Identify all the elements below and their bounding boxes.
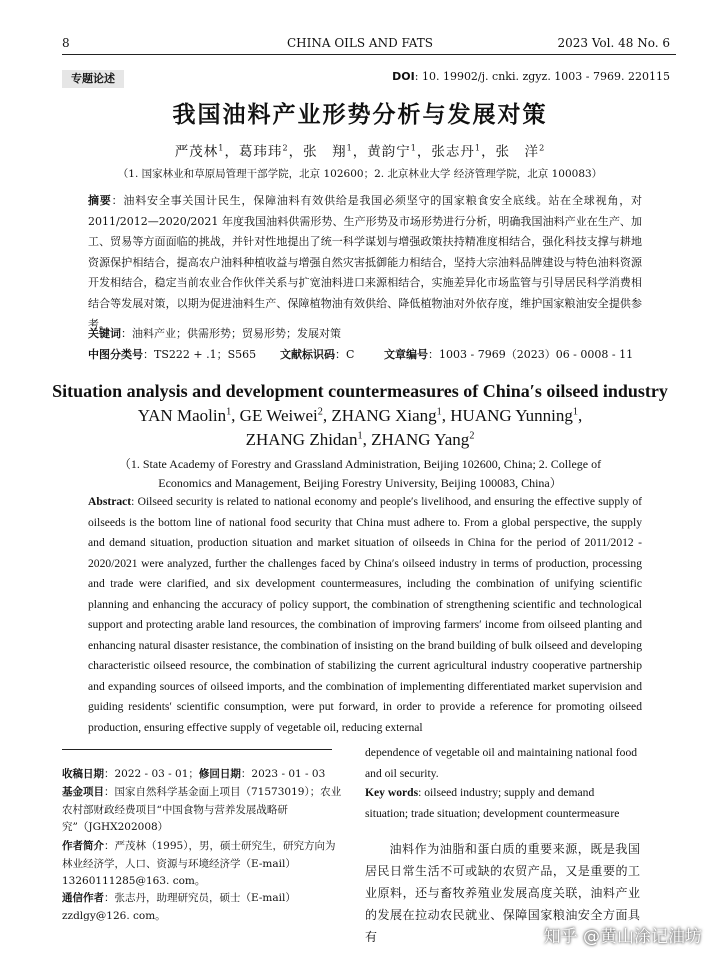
abstract-chinese: 摘要：油料安全事关国计民生，保障油料有效供给是我国必须坚守的国家粮食安全底线。站在全球视角，对 2011/2012—2020/2021 年度我国油料供需形势、生产形势及市场形势进行分析，明确我国油料产业在生产、加工、贸易等方面面临的挑战，并针对性地提出了统一科学谋划与增强政策扶持精准度相结合，强化科技支撑与耕地资源保护相结合，提高农户油料种植收益与增强自然灾害抵御能力相结合，坚持大宗油料品牌建设与特色油料资源开发相结合，稳定当前农业合作伙伴关系与扩宽油料进口来源相结合，实施差异化市场监管与引导居民科学消费相结合等发展对策，以期为促进油料生产、保障植物油有效供给、降低植物油对外依存度，维护国家粮油安全提供参考。 [88,194,642,331]
section-tag: 专题论述 [62,70,124,88]
footnote-funding: 基金项目：国家自然科学基金面上项目（71573019）；农业农村部财政经费项目“中国食物与营养发展战略研究”（JGHX202008） [62,786,342,833]
footnote-corresponding: 通信作者：张志丹，助理研究员，硕士（E-mail）zzdlgy@126. com。 [62,892,296,922]
footnote-rule [62,749,332,750]
issue-info: 2023 Vol. 48 No. 6 [557,36,670,50]
authors-english-line2: ZHANG Zhidan$^1$, ZHANG Yang$^2$ [245,430,475,449]
affiliation-chinese: （1. 国家林业和草原局管理干部学院，北京 102600；2. 北京林业大学 经济管理学院，北京 100083） [117,168,603,180]
title-english: Situation analysis and development countermeasures of China′s oilseed industry [52,381,668,401]
title-chinese: 我国油料产业形势分析与发展对策 [172,102,548,128]
keywords-chinese: 关键词：油料产业；供需形势；贸易形势；发展对策 [88,327,341,340]
affiliation-english-line2: Economics and Management, Beijing Forestry University, Beijing 100083, China） [158,476,562,490]
doi[interactable]: DOI: 10. 19902/j. cnki. zgyz. 1003 - 7969. 220115 [392,70,670,83]
authors-chinese: 严茂林$^1$，葛玮玮$^2$，张 翔$^1$，黄韵宁$^1$，张志丹$^1$，张 洋$^2$ [174,142,546,160]
affiliation-english-line1: （1. State Academy of Forestry and Grassland Administration, Beijing 102600, China; 2. College of [118,457,602,471]
abstract-english-continued: dependence of vegetable oil and maintaining national food and oil security. [365,746,638,780]
footnote-dates: 收稿日期：2022 - 03 - 01；修回日期：2023 - 01 - 03 [62,768,326,780]
clc-number: 中图分类号：TS222 + .1；S565 [88,348,257,361]
document-code: 文献标识码：C [280,348,355,361]
watermark: 知乎 @黄山涂记油坊 [543,927,702,947]
footnote-author-bio: 作者简介：严茂林（1995），男，硕士研究生，研究方向为林业经济学，人口、资源与环境经济学（E-mail）13260111285@163. com。 [62,840,336,887]
authors-english-line1: YAN Maolin$^1$, GE Weiwei$^2$, ZHANG Xiang$^1$, HUANG Yunning$^1$, [137,406,583,425]
journal-name: CHINA OILS AND FATS [286,36,434,50]
body-text-intro: 油料作为油脂和蛋白质的重要来源，既是我国居民日常生活不可或缺的农贸产品，又是重要的工业原料，还与畜牧养殖业发展高度关联，油料产业的发展在拉动农民就业、保障国家粮油安全方面具有 [365,842,640,944]
article-number: 文章编号：1003 - 7969（2023）06 - 0008 - 11 [384,348,634,361]
abstract-english: Abstract: Oilseed security is related to national economy and people′s livelihood, and ensuring the effective supply of oilseeds is the bottom line of national food security that China must adhere to. From a global perspective, the supply and demand situation, production situation and market situation of oilseeds in China for the period of 2011/2012 - 2020/2021 were analyzed, further the challenges faced by China′s oilseed industry in terms of production, processing and trade were clarified, and six development countermeasures, including the combination of unifying scientific planning and enhancing the accuracy of policy support, the combination of strengthening scientific and technological support and protecting arable land resources, the combination of improving farmers′ income from oilseed planting and enhancing natural disaster resistance, the combination of insisting on the brand building of bulk oilseed and developing characteristic oilseed resource, the combination of stabilizing the current agricultural industry cooperative partnership and expanding sources of oilseed imports, and the combination of implementing differentiated market supervision and guiding residents′ scientific consumption, were put forward, in order to provide a reference for promoting oilseed production, ensuring effective supply of vegetable oil, reducing external [88,495,642,734]
page-number: 8 [62,36,70,50]
header-rule [62,54,676,55]
keywords-english: Key words: oilseed industry; supply and demand situation; trade situation; development countermeasure [365,786,620,820]
